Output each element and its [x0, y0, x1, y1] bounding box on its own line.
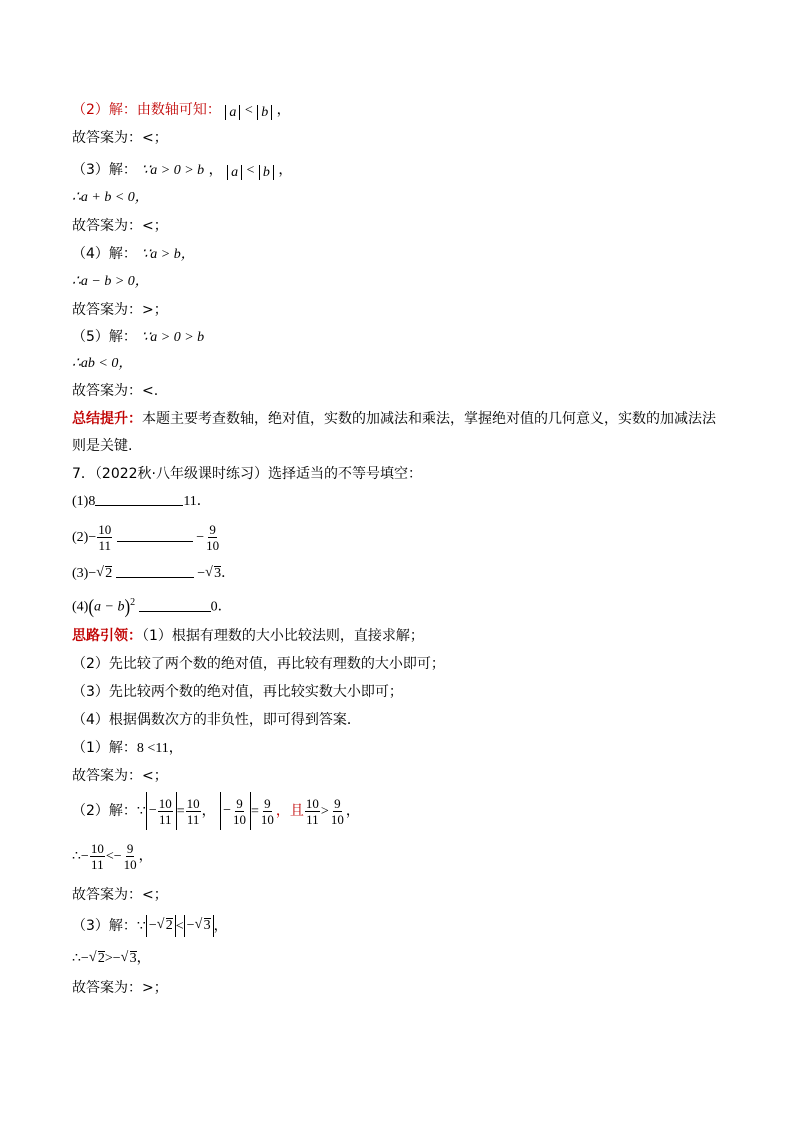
denominator: 10 — [123, 857, 137, 873]
fraction — [186, 796, 201, 827]
answer-blank — [116, 563, 194, 578]
solution-part3 — [72, 915, 228, 937]
radicand: 2 — [105, 566, 113, 581]
and-text: ，且 — [275, 803, 304, 819]
abs-b: b — [259, 165, 274, 180]
therefore-line: ∴ab < 0， — [72, 356, 133, 371]
hint-line-4: （4）根据偶数次方的非负性，即可得到答案． — [72, 712, 361, 728]
question-7-stem: 7．（2022秋·八年级课时练习）选择适当的不等号填空： — [72, 466, 422, 482]
minus-sign: − — [113, 849, 122, 864]
numerator: 9 — [264, 795, 271, 811]
comma: ， — [276, 102, 291, 118]
part2-label: （2）解： — [72, 803, 137, 819]
comma: ， — [213, 918, 228, 934]
because-sign: ∵ — [136, 919, 146, 934]
answer-blank — [117, 527, 193, 542]
abs-sqrt — [146, 915, 176, 937]
part3-end: ． — [221, 566, 236, 581]
comma: ， — [278, 162, 293, 178]
line-part5-solution — [72, 326, 204, 348]
answer-line: 故答案为：<； — [72, 218, 168, 234]
hint-line-2: （2）先比较了两个数的绝对值，再比较有理数的大小即可； — [72, 656, 445, 672]
part3-label: （3）解： — [72, 918, 137, 934]
denominator: 10 — [233, 811, 247, 827]
answer-blank — [139, 597, 211, 612]
denominator: 11 — [98, 538, 111, 554]
hint-label: 思路引领： — [72, 628, 142, 644]
expression: 8 <11， — [136, 741, 183, 756]
exponent: 2 — [130, 597, 136, 608]
summary-line-1 — [72, 408, 716, 430]
therefore-line: ∴a + b < 0， — [72, 190, 149, 205]
denominator: 11 — [158, 811, 172, 827]
fraction — [97, 522, 112, 553]
solution-part1 — [72, 737, 183, 759]
minus-sign: − — [148, 803, 157, 818]
fraction — [330, 796, 345, 827]
numerator: 10 — [158, 795, 172, 811]
paren-close: ) — [124, 594, 131, 618]
denominator: 10 — [260, 811, 274, 827]
answer-line: 故答案为：<； — [72, 887, 168, 903]
radicand: 3 — [203, 918, 211, 933]
abs-fraction — [220, 792, 251, 830]
radicand: 3 — [214, 566, 222, 581]
fraction — [305, 796, 320, 827]
radicand: 2 — [165, 918, 173, 933]
solution-part2 — [72, 792, 360, 830]
fraction — [232, 796, 247, 827]
comma: ， — [136, 951, 151, 966]
part3-label: (3)− — [72, 566, 97, 581]
fraction — [158, 796, 173, 827]
numerator: 10 — [98, 522, 112, 538]
answer-line: 故答案为：<. — [72, 383, 159, 399]
minus-sign: − — [197, 566, 206, 581]
abs-fraction — [146, 792, 177, 830]
part1-end: 11． — [183, 494, 211, 509]
minus-sign: − — [196, 530, 205, 545]
fraction — [123, 841, 138, 872]
sqrt — [89, 948, 105, 970]
condition: ∵a > b， — [141, 247, 195, 262]
question-7-part1 — [72, 491, 211, 513]
sqrt — [96, 563, 112, 585]
lt-sign: < — [105, 849, 114, 864]
solution-part3-conclusion — [72, 948, 151, 970]
numerator: 9 — [209, 522, 216, 538]
hint-line-1 — [72, 625, 424, 647]
answer-line: 故答案为：<； — [72, 130, 168, 146]
question-7-part4 — [72, 592, 232, 618]
denominator: 11 — [186, 811, 200, 827]
part2-label: (2)− — [72, 530, 97, 545]
denominator: 11 — [91, 857, 104, 873]
abs-a: a — [227, 165, 242, 180]
part3-label: （3）解： — [72, 162, 137, 178]
denominator: 10 — [206, 538, 220, 554]
answer-line: 故答案为：>； — [72, 980, 168, 996]
radicand: 2 — [97, 951, 105, 966]
fraction — [90, 841, 105, 872]
numerator: 9 — [236, 795, 243, 811]
expression: a − b — [94, 599, 125, 615]
part4-end: 0． — [210, 599, 232, 615]
part2-label: （2）解：由数轴可知： — [72, 102, 221, 118]
sqrt — [121, 948, 137, 970]
numerator: 10 — [305, 795, 319, 811]
sqrt — [157, 915, 173, 937]
solution-part2-conclusion — [72, 838, 153, 876]
equals-sign: = — [176, 804, 185, 819]
lt-sign: < — [246, 163, 255, 178]
sqrt — [205, 563, 221, 585]
part1-label: (1)8 — [72, 494, 96, 509]
part1-label: （1）解： — [72, 740, 137, 756]
line-part2-solution — [72, 99, 291, 121]
comma: ， — [208, 162, 223, 178]
part5-label: （5）解： — [72, 329, 137, 345]
numerator: 10 — [90, 841, 104, 857]
lt-sign: < — [244, 103, 253, 118]
numerator: 9 — [334, 795, 341, 811]
summary-line-2: 则是关键. — [72, 438, 133, 454]
gt-sign: > — [104, 951, 113, 966]
condition: ∵a > 0 > b — [141, 330, 205, 345]
line-part3-solution — [72, 159, 292, 181]
condition: ∵a > 0 > b — [141, 163, 205, 178]
gt-sign: > — [320, 804, 329, 819]
comma: ， — [345, 803, 360, 819]
hint-line-3: （3）先比较两个数的绝对值，再比较实数大小即可； — [72, 684, 403, 700]
fraction — [205, 522, 220, 553]
part4-label: (4) — [72, 599, 89, 615]
question-7-part2 — [72, 520, 221, 556]
numerator: 9 — [126, 841, 134, 857]
line-part4-solution — [72, 243, 195, 265]
abs-sqrt — [184, 915, 214, 937]
equals-sign: = — [251, 804, 259, 819]
summary-label: 总结提升： — [72, 411, 142, 427]
numerator: 10 — [186, 795, 200, 811]
abs-b: b — [257, 105, 272, 120]
fraction — [260, 796, 275, 827]
answer-line: 故答案为：<； — [72, 768, 168, 784]
lt-sign: < — [175, 919, 184, 934]
part4-label: （4）解： — [72, 246, 137, 262]
minus-sign: − — [112, 951, 121, 966]
therefore-line: ∴a − b > 0， — [72, 274, 149, 289]
abs-a: a — [225, 105, 240, 120]
answer-line: 故答案为：>； — [72, 302, 168, 318]
minus-sign: − — [148, 918, 157, 933]
minus-sign: − — [223, 803, 232, 818]
comma: ， — [138, 849, 153, 864]
minus-sign: − — [186, 918, 195, 933]
therefore-sign: ∴− — [72, 951, 89, 966]
question-7-part3 — [72, 563, 235, 585]
answer-blank — [95, 491, 183, 506]
denominator: 11 — [306, 811, 319, 827]
because-sign: ∵ — [136, 804, 146, 819]
hint-text: （1）根据有理数的大小比较法则，直接求解； — [142, 628, 424, 644]
paren-open: ( — [88, 594, 94, 618]
denominator: 10 — [330, 811, 344, 827]
summary-text: 本题主要考查数轴，绝对值，实数的加减法和乘法，掌握绝对值的几何意义，实数的加减法法 — [142, 411, 716, 427]
radicand: 3 — [129, 951, 137, 966]
sqrt — [195, 915, 211, 937]
therefore-sign: ∴− — [72, 849, 89, 864]
comma: ， — [201, 803, 216, 819]
